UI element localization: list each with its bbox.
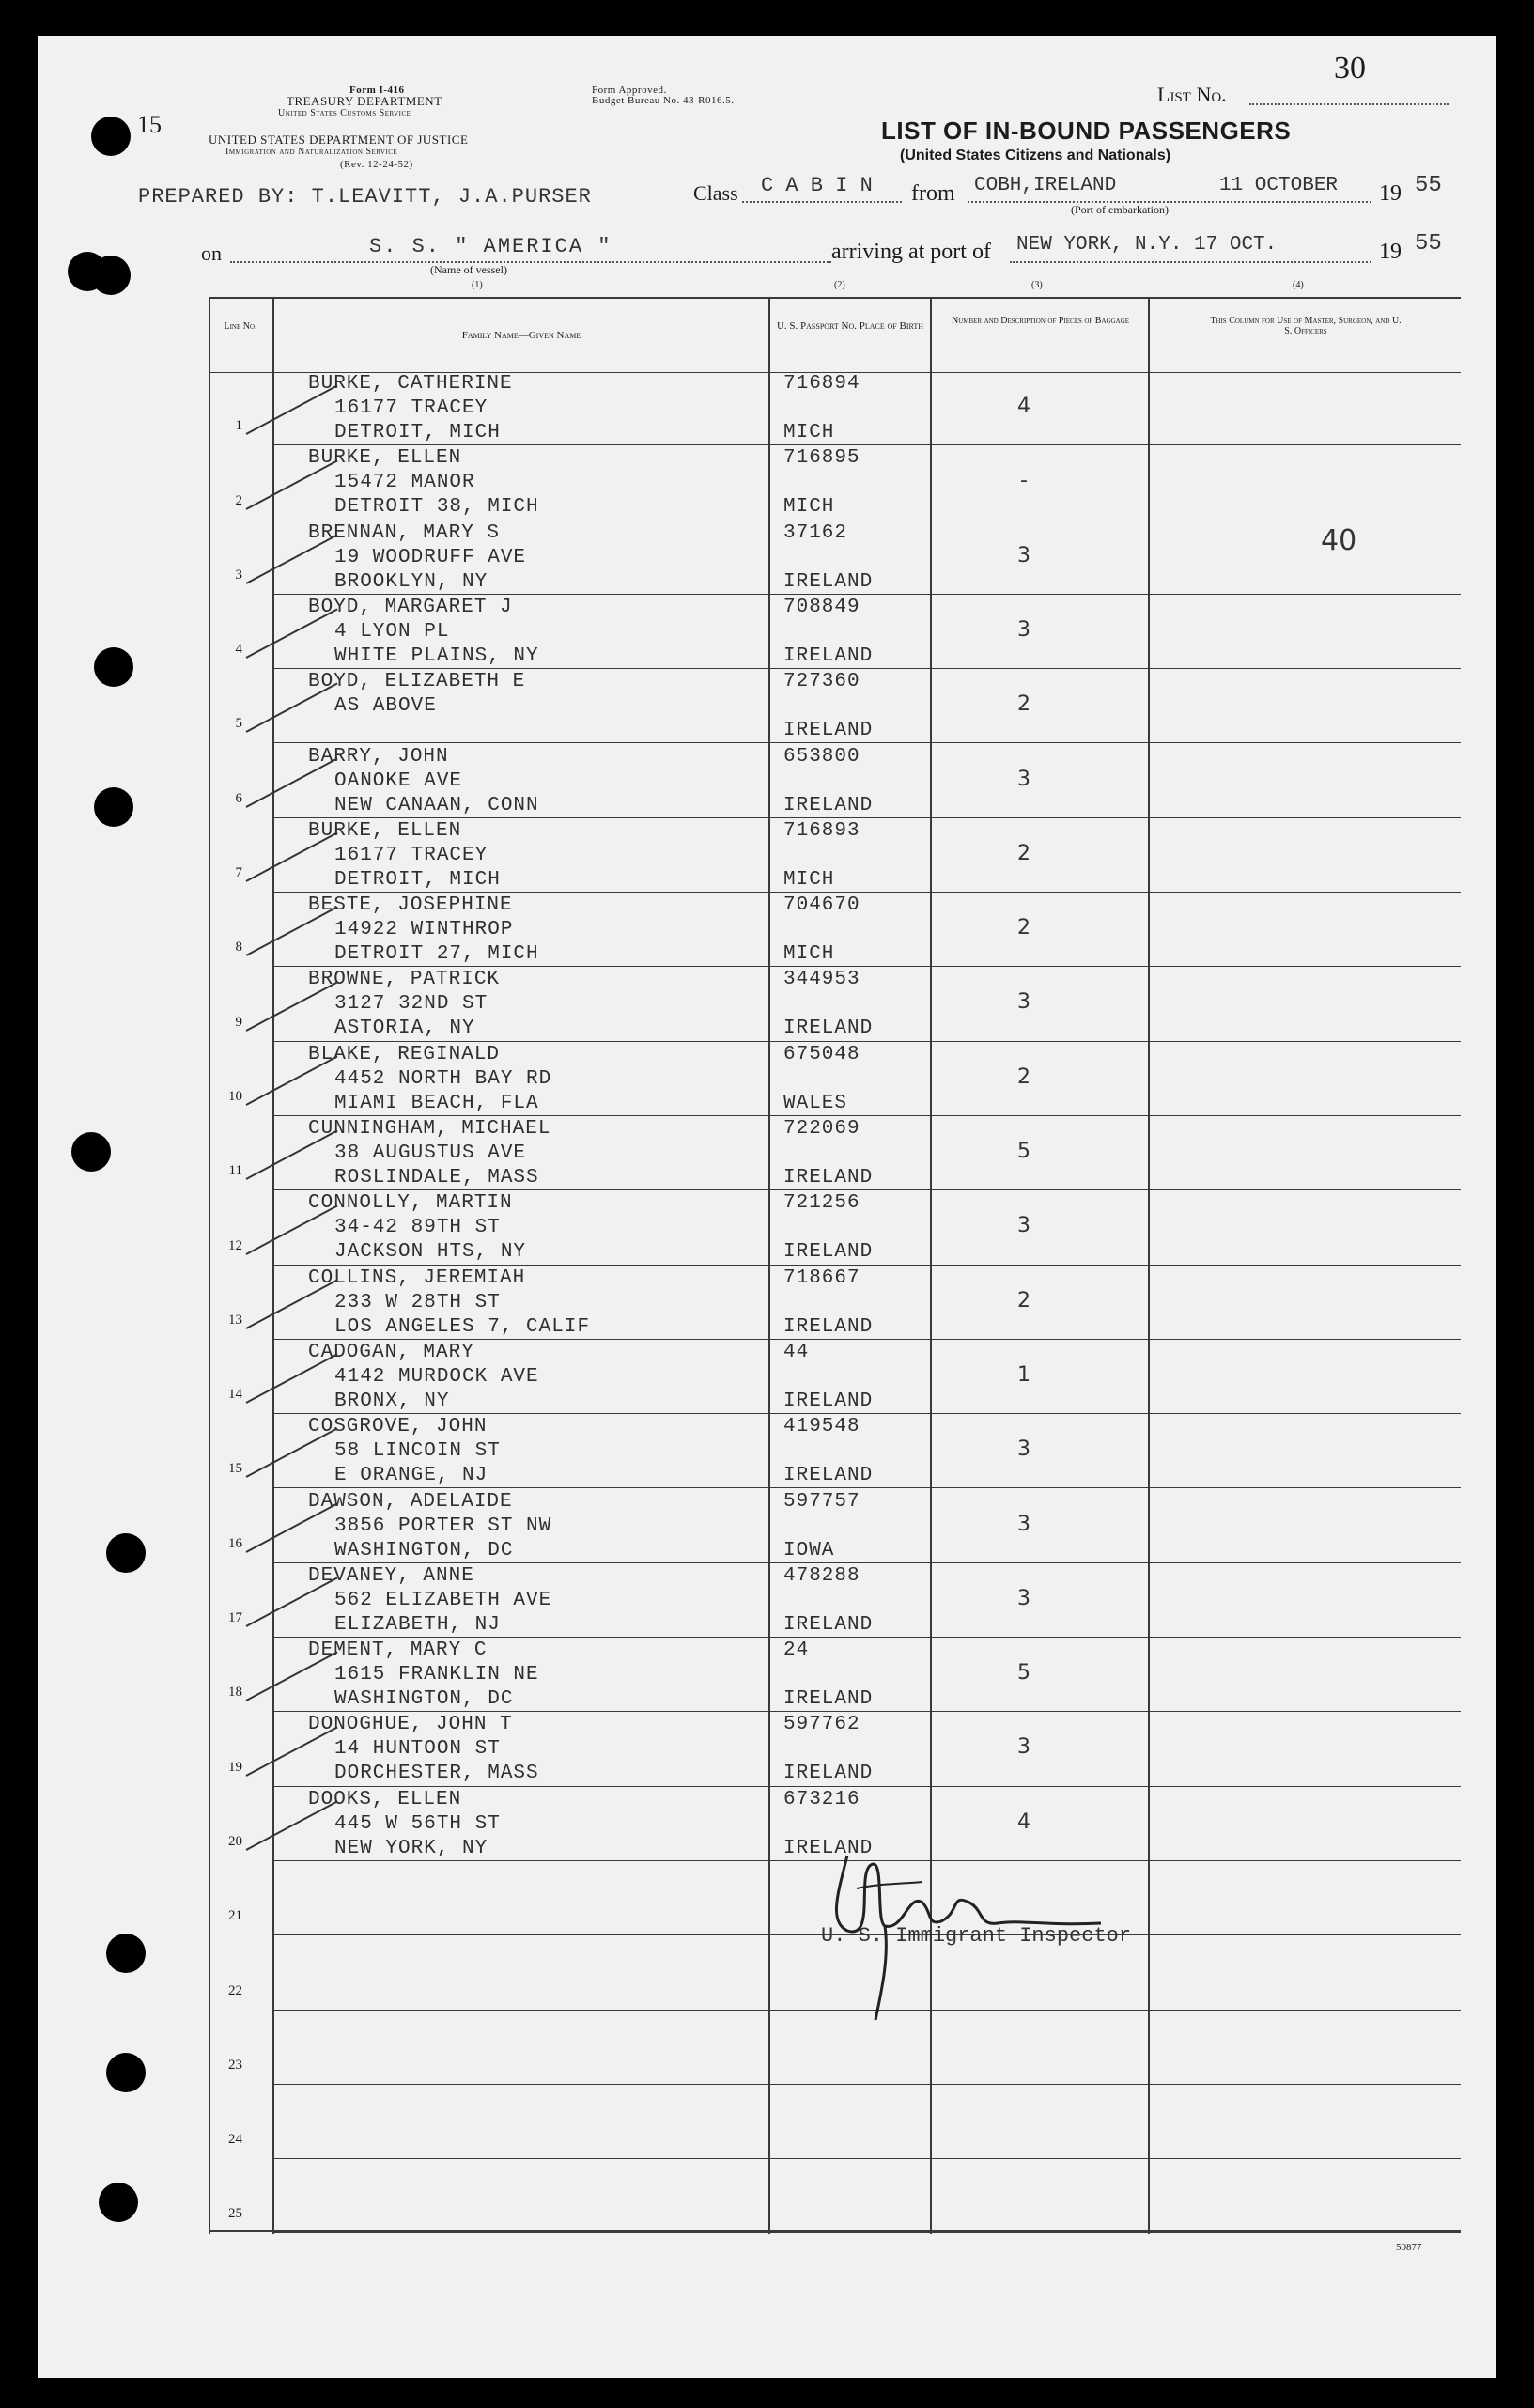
baggage-count: 2 (1017, 841, 1030, 865)
line-number: 20 (228, 1833, 242, 1849)
address-line: BROOKLYN, NY (334, 570, 488, 593)
passenger-name-address (308, 1936, 334, 2010)
address-line (308, 1911, 334, 1935)
birth-place: IRELAND (783, 1837, 874, 1859)
baggage-count: 2 (1017, 1288, 1030, 1313)
address-line: DETROIT 27, MICH (334, 943, 539, 966)
address-line (308, 2036, 334, 2060)
address-line: 14 HUNTOON ST (334, 1738, 501, 1761)
row-rule (272, 444, 1461, 445)
passenger-name-address (308, 372, 513, 445)
line-number: 19 (228, 1759, 242, 1775)
passport-birthplace (783, 1564, 873, 1638)
table-row (0, 1713, 1534, 1787)
col-number-2: (2) (834, 280, 845, 290)
table-row (0, 1117, 1534, 1191)
form-revision: (Rev. 12-24-52) (340, 159, 413, 170)
passport-birthplace (783, 670, 873, 743)
baggage-count: 5 (1017, 1661, 1030, 1686)
ins-service: Immigration and Naturalization Service (225, 147, 398, 157)
birth-place: IRELAND (783, 1241, 874, 1264)
row-rule (272, 1041, 1461, 1042)
passport-number: 597762 (783, 1714, 860, 1736)
table-row (0, 1564, 1534, 1639)
passenger-name-address (308, 670, 525, 743)
address-line: 19 WOODRUFF AVE (334, 546, 527, 568)
from-label: from (911, 181, 955, 206)
line-number: 1 (235, 418, 242, 434)
row-rule (272, 966, 1461, 967)
row-rule (272, 1637, 1461, 1638)
arrival-port: NEW YORK, N.Y. 17 OCT. (1016, 234, 1278, 256)
table-row (0, 1639, 1534, 1713)
passenger-name-address (308, 819, 501, 893)
birth-place: IRELAND (783, 1167, 874, 1188)
table-row (0, 1341, 1534, 1415)
address-line: MIAMI BEACH, FLA (334, 1092, 539, 1114)
line-number: 7 (235, 865, 242, 881)
line-number: 22 (228, 1982, 242, 1998)
address-line: 16177 TRACEY (334, 844, 488, 866)
passenger-name: DEVANEY, ANNE (308, 1564, 474, 1587)
address-line: 14922 WINTHROP (334, 919, 514, 941)
baggage-count: 2 (1017, 692, 1030, 717)
line-number: 15 (228, 1461, 242, 1477)
passenger-name: DOOKS, ELLEN (308, 1788, 462, 1810)
passenger-name: COLLINS, JEREMIAH (308, 1266, 526, 1289)
passport-birthplace (783, 1639, 873, 1712)
birth-place: IRELAND (783, 794, 874, 816)
form-number: Form I-416 (349, 85, 405, 96)
passport-number: 722069 (783, 1118, 860, 1140)
line-number: 11 (228, 1163, 242, 1179)
passenger-name: BOYD, ELIZABETH E (308, 671, 526, 693)
address-line: 16177 TRACEY (334, 397, 488, 419)
line-number: 12 (228, 1237, 242, 1253)
port-embark-caption: (Port of embarkation) (1071, 203, 1169, 216)
birth-place: IRELAND (783, 1613, 874, 1636)
row-rule (272, 2084, 1461, 2085)
row-rule (272, 2232, 1461, 2233)
class-value: C A B I N (761, 174, 873, 197)
baggage-count: 2 (1017, 1064, 1030, 1089)
address-line: 4 LYON PL (334, 620, 450, 643)
birth-place: IOWA (783, 1539, 835, 1561)
address-line: 38 AUGUSTUS AVE (334, 1142, 527, 1164)
passport-number: 718667 (783, 1266, 860, 1289)
passport-birthplace (783, 446, 860, 520)
birth-place: IRELAND (783, 1315, 874, 1338)
table-row (0, 1043, 1534, 1117)
passenger-name-address (308, 893, 539, 967)
address-line: 3127 32ND ST (334, 993, 488, 1016)
address-line (308, 1985, 334, 2010)
treasury-dept: TREASURY DEPARTMENT (287, 94, 442, 108)
address-line (308, 1887, 334, 1911)
line-number: 4 (235, 642, 242, 658)
passport-number: 704670 (783, 894, 860, 917)
address-line: 4142 MURDOCK AVE (334, 1365, 539, 1388)
passenger-name-address (308, 1043, 551, 1116)
table-row (0, 968, 1534, 1042)
passport-birthplace (783, 521, 873, 595)
address-line: AS ABOVE (334, 695, 437, 718)
arrival-line (1010, 261, 1371, 263)
table-row (0, 2086, 1534, 2160)
passenger-name-address (308, 2012, 334, 2085)
passenger-name: BLAKE, REGINALD (308, 1043, 501, 1065)
col-number-3: (3) (1031, 280, 1043, 290)
passenger-name: BRENNAN, MARY S (308, 521, 501, 544)
passport-number: 675048 (783, 1043, 860, 1065)
address-line: 562 ELIZABETH AVE (334, 1589, 552, 1611)
class-line (742, 201, 902, 203)
passenger-name-address (308, 1117, 550, 1190)
row-rule (272, 1265, 1461, 1266)
address-line (308, 2184, 334, 2209)
line-number: 3 (235, 567, 242, 583)
header-officers: This Column for Use of Master, Surgeon, and U. S. Officers (1210, 316, 1402, 336)
table-row (0, 446, 1534, 520)
line-number: 2 (235, 492, 242, 508)
passenger-name: CADOGAN, MARY (308, 1341, 474, 1363)
passport-birthplace (783, 1191, 873, 1265)
officer-note: 40 (1321, 524, 1357, 557)
passenger-name: DEMENT, MARY C (308, 1639, 488, 1662)
line-number: 5 (235, 716, 242, 732)
header-passport: U. S. Passport No. Place of Birth (776, 320, 924, 332)
header-line-no: Line No. (224, 321, 257, 332)
table-row (0, 2012, 1534, 2086)
passport-birthplace (783, 968, 873, 1041)
row-rule (272, 1413, 1461, 1414)
birth-place: IRELAND (783, 1018, 874, 1040)
address-line: DETROIT, MICH (334, 422, 501, 443)
passport-number: 419548 (783, 1416, 860, 1438)
from-line (968, 201, 1371, 203)
table-row (0, 2160, 1534, 2234)
address-line: WASHINGTON, DC (334, 1688, 514, 1711)
table-row (0, 1266, 1534, 1341)
address-line: 34-42 89TH ST (334, 1217, 501, 1239)
birth-place: IRELAND (783, 570, 874, 593)
birth-place: IRELAND (783, 720, 874, 742)
table-row (0, 1788, 1534, 1862)
passport-number: 673216 (783, 1788, 860, 1810)
baggage-count: 3 (1017, 767, 1030, 791)
table-row (0, 745, 1534, 819)
passport-birthplace (783, 1341, 873, 1414)
passenger-name: BROWNE, PATRICK (308, 969, 501, 991)
passenger-name: BESTE, JOSEPHINE (308, 894, 513, 917)
passenger-name-address (308, 2160, 334, 2233)
birth-place: WALES (783, 1092, 848, 1114)
line-number: 13 (228, 1312, 242, 1328)
passenger-name-address (308, 1862, 334, 1935)
col-number-1: (1) (472, 280, 483, 290)
passenger-name: DONOGHUE, JOHN T (308, 1714, 513, 1736)
passport-birthplace (783, 1117, 873, 1190)
table-row (0, 1191, 1534, 1266)
embark-port: COBH,IRELAND (974, 175, 1117, 196)
passenger-name-address (308, 1415, 501, 1488)
baggage-count: 2 (1017, 916, 1030, 940)
table-row (0, 893, 1534, 968)
passenger-name-address (308, 521, 526, 595)
line-number: 24 (228, 2132, 242, 2148)
passenger-name-address (308, 1266, 590, 1340)
passport-birthplace (783, 745, 873, 818)
address-line (308, 1961, 334, 1985)
arrival-year: 55 (1415, 231, 1442, 256)
table-row (0, 1862, 1534, 1936)
punch-hole (91, 256, 131, 295)
address-line: ELIZABETH, NJ (334, 1613, 501, 1636)
passport-birthplace (783, 372, 860, 445)
line-number: 6 (235, 790, 242, 806)
address-line: OANOKE AVE (334, 769, 463, 792)
passport-number: 708849 (783, 596, 860, 618)
address-line (308, 2209, 334, 2233)
passport-birthplace (783, 596, 873, 669)
passenger-name (308, 1936, 334, 1961)
passport-number: 597757 (783, 1490, 860, 1513)
address-line (308, 2135, 334, 2159)
address-line: NEW CANAAN, CONN (334, 794, 539, 816)
passport-number: 344953 (783, 969, 860, 991)
table-row (0, 521, 1534, 596)
passport-number: 478288 (783, 1564, 860, 1587)
line-number: 14 (228, 1387, 242, 1403)
table-row (0, 1415, 1534, 1489)
table-row (0, 372, 1534, 446)
col-number-4: (4) (1293, 280, 1304, 290)
table-row (0, 1936, 1534, 2011)
address-line: 1615 FRANKLIN NE (334, 1664, 539, 1686)
passenger-name: DAWSON, ADELAIDE (308, 1490, 513, 1513)
birth-place: IRELAND (783, 1688, 874, 1711)
year-value: 55 (1415, 173, 1442, 198)
line-number: 25 (228, 2206, 242, 2222)
passenger-name-address (308, 1341, 539, 1414)
address-line: 233 W 28TH ST (334, 1291, 501, 1313)
address-line: NEW YORK, NY (334, 1837, 488, 1859)
passenger-name-address (308, 2086, 334, 2159)
row-rule (272, 2158, 1461, 2159)
vessel-caption: (Name of vessel) (430, 263, 507, 276)
passenger-name-address (308, 446, 539, 520)
passenger-name-address (308, 968, 500, 1041)
table-row (0, 1490, 1534, 1564)
passport-number: 653800 (783, 745, 860, 768)
arrival-year-prefix: 19 (1379, 240, 1402, 264)
vessel-line (230, 261, 831, 263)
address-line: JACKSON HTS, NY (334, 1241, 527, 1264)
passenger-name-address (308, 1490, 551, 1563)
passenger-name: BARRY, JOHN (308, 745, 449, 768)
line-number: 17 (228, 1610, 242, 1626)
address-line: ROSLINDALE, MASS (334, 1167, 539, 1188)
address-line: BRONX, NY (334, 1390, 450, 1412)
address-line: 445 W 56TH ST (334, 1812, 501, 1835)
table-row (0, 596, 1534, 670)
punch-hole (91, 117, 131, 156)
passenger-name: CONNOLLY, MARTIN (308, 1192, 513, 1215)
table-top-rule (209, 297, 1461, 299)
on-label: on (201, 241, 222, 265)
address-line: LOS ANGELES 7, CALIF (334, 1315, 591, 1338)
passport-birthplace (783, 1266, 873, 1340)
address-line: 3856 PORTER ST NW (334, 1515, 552, 1537)
passenger-name-address (308, 596, 539, 669)
passport-number: 37162 (783, 521, 848, 544)
passenger-name (308, 2012, 334, 2036)
year-prefix: 19 (1379, 181, 1402, 206)
row-rule (272, 1786, 1461, 1787)
row-rule (272, 817, 1461, 818)
line-number: 10 (228, 1088, 242, 1104)
footer-code: 50877 (1396, 2242, 1422, 2253)
row-rule (272, 1711, 1461, 1712)
row-rule (272, 594, 1461, 595)
row-rule (272, 1189, 1461, 1190)
baggage-count: 3 (1017, 1735, 1030, 1760)
passport-birthplace (783, 1713, 873, 1786)
passenger-name: BURKE, ELLEN (308, 447, 462, 470)
passenger-name-address (308, 1564, 551, 1638)
baggage-count: 4 (1017, 1810, 1030, 1834)
passenger-name-address (308, 1713, 539, 1786)
passport-number: 721256 (783, 1192, 860, 1215)
justice-dept: UNITED STATES DEPARTMENT OF JUSTICE (209, 132, 469, 147)
passenger-name-address (308, 745, 539, 818)
line-number: 16 (228, 1535, 242, 1551)
address-line: DORCHESTER, MASS (334, 1763, 539, 1785)
table-row (0, 819, 1534, 893)
row-rule (272, 1115, 1461, 1116)
line-number: 18 (228, 1685, 242, 1701)
birth-place: IRELAND (783, 645, 874, 667)
passport-number: 716894 (783, 373, 860, 395)
birth-place: IRELAND (783, 1390, 874, 1412)
address-line: DETROIT 38, MICH (334, 496, 539, 519)
line-number: 9 (235, 1014, 242, 1030)
baggage-count: 3 (1017, 617, 1030, 642)
row-rule (272, 1339, 1461, 1340)
passenger-name (308, 2160, 334, 2184)
address-line (308, 2060, 334, 2085)
header-baggage: Number and Description of Pieces of Baggage (951, 316, 1130, 326)
list-no-label: List No. (1157, 83, 1227, 106)
baggage-count: 3 (1017, 990, 1030, 1015)
line-number: 8 (235, 940, 242, 955)
birth-place: IRELAND (783, 1465, 874, 1487)
row-rule (272, 1562, 1461, 1563)
row-rule (272, 1487, 1461, 1488)
vessel-name: S. S. " AMERICA " (369, 235, 612, 258)
passenger-name: CUNNINGHAM, MICHAEL (308, 1118, 551, 1140)
address-line: 58 LINCOIN ST (334, 1440, 501, 1463)
passport-number: 716893 (783, 819, 860, 842)
passenger-name (308, 2086, 334, 2110)
address-line: WHITE PLAINS, NY (334, 645, 539, 667)
row-rule (272, 742, 1461, 743)
line-number: 23 (228, 2057, 242, 2073)
passport-birthplace (783, 819, 860, 893)
sheet-number: 30 (1334, 51, 1366, 85)
page-title: LIST OF IN-BOUND PASSENGERS (881, 117, 1292, 145)
address-line: WASHINGTON, DC (334, 1539, 514, 1561)
page-subtitle: (United States Citizens and Nationals) (900, 148, 1171, 163)
passenger-name: BURKE, ELLEN (308, 819, 462, 842)
passport-birthplace (783, 1415, 873, 1488)
birth-place: MICH (783, 496, 835, 519)
address-line: 4452 NORTH BAY RD (334, 1067, 552, 1090)
header-name: Family Name—Given Name (461, 330, 581, 341)
passenger-name-address (308, 1639, 539, 1712)
passenger-name: COSGROVE, JOHN (308, 1416, 488, 1438)
margin-note: 15 (137, 111, 162, 138)
baggage-count: 1 (1017, 1362, 1030, 1387)
passport-number: 727360 (783, 671, 860, 693)
address-line (308, 719, 525, 743)
address-line (308, 2110, 334, 2135)
baggage-count: - (1020, 469, 1028, 493)
baggage-count: 3 (1017, 1437, 1030, 1462)
address-line: ASTORIA, NY (334, 1018, 475, 1040)
embark-date: 11 OCTOBER (1219, 175, 1339, 196)
birth-place: MICH (783, 943, 835, 966)
prepared-by: PREPARED BY: T.LEAVITT, J.A.PURSER (138, 185, 592, 209)
budget-bureau: Budget Bureau No. 43-R016.5. (592, 95, 735, 106)
address-line: 15472 MANOR (334, 472, 475, 494)
baggage-count: 3 (1017, 1512, 1030, 1536)
birth-place: IRELAND (783, 1763, 874, 1785)
list-no-line (1249, 103, 1449, 105)
passenger-name-address (308, 1788, 501, 1861)
address-line: DETROIT, MICH (334, 868, 501, 891)
inspector-caption: U. S. Immigrant Inspector (821, 1924, 1132, 1948)
passenger-name (308, 1862, 334, 1887)
form-approved: Form Approved. (592, 85, 667, 96)
customs-service: United States Customs Service (278, 108, 411, 118)
line-number: 21 (228, 1908, 242, 1924)
birth-place: MICH (783, 422, 835, 443)
passenger-name: BOYD, MARGARET J (308, 596, 513, 618)
baggage-count: 5 (1017, 1140, 1030, 1163)
baggage-count: 3 (1017, 543, 1030, 567)
passport-birthplace (783, 1490, 860, 1563)
passenger-name-address (308, 1191, 526, 1265)
passport-birthplace (783, 893, 860, 967)
birth-place: MICH (783, 868, 835, 891)
table-row (0, 670, 1534, 744)
arriving-label: arriving at port of (831, 240, 991, 264)
passenger-name: BURKE, CATHERINE (308, 373, 513, 395)
passport-number: 716895 (783, 447, 860, 470)
passport-number: 44 (783, 1341, 810, 1363)
row-rule (272, 892, 1461, 893)
baggage-count: 3 (1017, 1586, 1030, 1610)
address-line: E ORANGE, NJ (334, 1465, 488, 1487)
row-rule (272, 668, 1461, 669)
passport-number: 24 (783, 1639, 810, 1662)
passport-birthplace (783, 1043, 860, 1116)
class-label: Class (693, 181, 738, 205)
baggage-count: 4 (1017, 395, 1030, 418)
baggage-count: 3 (1017, 1214, 1030, 1238)
